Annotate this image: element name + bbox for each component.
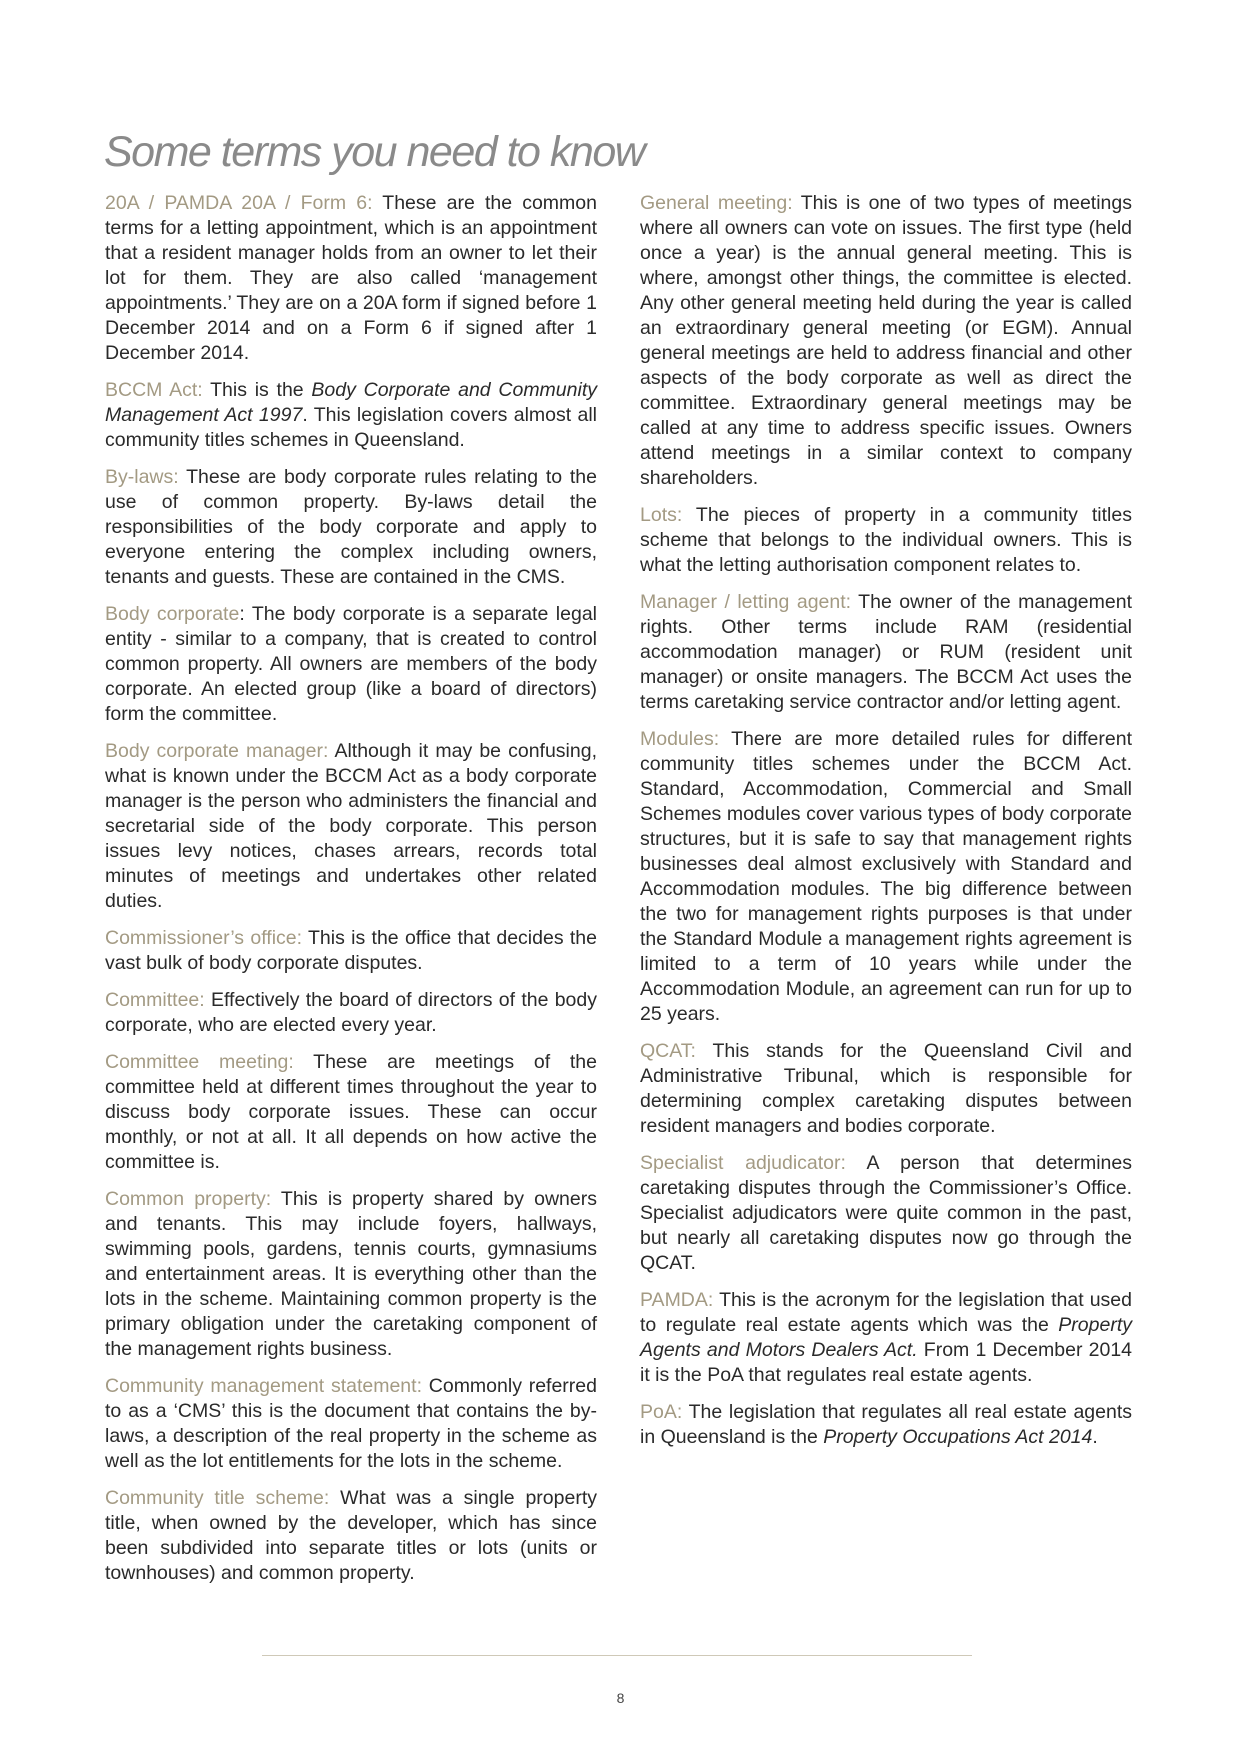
definition-text: Although it may be confusing, what is known under the BCCM Act as a body corporate manager is the person who administers the financial and secretarial side of the body corporate. This person issues levy notices, chases arrears, records total minutes of meetings and undertakes other related duties. (105, 740, 598, 912)
glossary-entry (105, 739, 597, 914)
glossary-entry (105, 602, 597, 727)
footer-divider (262, 1655, 972, 1656)
glossary-term: Committee: (105, 989, 205, 1011)
glossary-entry (105, 191, 597, 366)
glossary-term: Manager / letting agent: (640, 591, 852, 613)
glossary-entry (105, 1050, 597, 1175)
glossary-entry (640, 590, 1132, 715)
definition-text: This is the acronym for the legislation that used to regulate real estate agents which was the (640, 1289, 1132, 1336)
definition-text: A person that determines caretaking disputes through the Commissioner’s Office. Specialist adjudicators were quite common in the past, but nearly all caretaking disputes now go through the QCAT. (640, 1152, 1132, 1274)
page-number: 8 (616, 1690, 625, 1706)
glossary-term: PAMDA: (640, 1289, 714, 1311)
glossary-entry (105, 465, 597, 590)
definition-title-italic: Property Occupations Act 2014 (823, 1426, 1093, 1448)
glossary-term: Commissioner’s office: (105, 927, 303, 949)
definition-text: The legislation that regulates all real estate agents in Queensland is the (640, 1401, 1132, 1448)
definition-text: The owner of the management rights. Other terms include RAM (residential accommodation manager) or RUM (resident unit manager) or onsite managers. The BCCM Act uses the terms caretaking service contractor and/or letting agent. (640, 591, 1132, 713)
page-title: Some terms you need to know (104, 128, 645, 176)
glossary-term: Community management statement: (105, 1375, 422, 1397)
definition-text: The pieces of property in a community titles scheme that belongs to the individual owners. This is what the letting authorisation component relates to. (640, 504, 1132, 576)
definition-text: : The body corporate is a separate legal entity - similar to a company, that is created to control common property. All owners are members of the body corporate. An elected group (like a board of directors) form the committee. (105, 603, 597, 725)
glossary-entry (640, 503, 1132, 578)
right-column (640, 191, 1132, 1462)
glossary-term: BCCM Act: (105, 379, 203, 401)
definition-text: . (1092, 1426, 1098, 1448)
glossary-term: Body corporate manager: (105, 740, 329, 762)
definition-text: This is property shared by owners and tenants. This may include foyers, hallways, swimming pools, gardens, tennis courts, gymnasiums and entertainment areas. It is everything other than the lots in the scheme. Maintaining common property is the primary obligation under the caretaking component of the management rights business. (105, 1188, 597, 1360)
glossary-entry (640, 1151, 1132, 1276)
glossary-term: Specialist adjudicator: (640, 1152, 846, 1174)
glossary-term: Common property: (105, 1188, 272, 1210)
definition-title-italic: Property Agents and Motors Dealers Act. (640, 1314, 1132, 1361)
glossary-term: Committee meeting: (105, 1051, 294, 1073)
glossary-term: 20A / PAMDA 20A / Form 6: (105, 192, 373, 214)
definition-text: This stands for the Queensland Civil and Administrative Tribunal, which is responsible for determining complex caretaking disputes between resident managers and bodies corporate. (640, 1040, 1132, 1137)
glossary-term: PoA: (640, 1401, 683, 1423)
glossary-term: QCAT: (640, 1040, 696, 1062)
glossary-term: Modules: (640, 728, 720, 750)
glossary-entry (105, 926, 597, 976)
glossary-entry (640, 1039, 1132, 1139)
definition-title-italic: Body Corporate and Community Management Act 1997 (105, 379, 597, 426)
glossary-term: General meeting: (640, 192, 793, 214)
definition-text: This is the (202, 379, 312, 401)
definition-text: Effectively the board of directors of the body corporate, who are elected every year. (105, 989, 597, 1036)
definition-text: From 1 December 2014 it is the PoA that regulates real estate agents. (640, 1339, 1133, 1386)
definition-text: This is the office that decides the vast bulk of body corporate disputes. (105, 927, 597, 974)
glossary-entry (640, 191, 1132, 491)
definition-text: . This legislation covers almost all community titles schemes in Queensland. (105, 404, 597, 451)
definition-text: These are the common terms for a letting appointment, which is an appointment that a resident manager holds from an owner to let their lot for them. They are also called ‘management appointments.’ They are on a 20A form if signed before 1 December 2014 and on a Form 6 if signed after 1 December 2014. (105, 192, 597, 364)
definition-text: Commonly referred to as a ‘CMS’ this is the document that contains the by-laws, a description of the real property in the scheme as well as the lot entitlements for the lots in the scheme. (105, 1375, 597, 1472)
glossary-entry (640, 1288, 1132, 1388)
glossary-entry (105, 988, 597, 1038)
glossary-term: By-laws: (105, 466, 179, 488)
glossary-entry (105, 378, 597, 453)
glossary-entry (105, 1486, 597, 1586)
glossary-entry (640, 1400, 1132, 1450)
definition-text: These are body corporate rules relating to the use of common property. By-laws detail the responsibilities of the body corporate and apply to everyone entering the complex including owners, tenants and guests. These are contained in the CMS. (105, 466, 597, 588)
glossary-entry (105, 1187, 597, 1362)
definition-text: This is one of two types of meetings where all owners can vote on issues. The first type (held once a year) is the annual general meeting. This is where, amongst other things, the committee is elected. Any other general meeting held during the year is called an extraordinary general meeting (or EGM). Annual general meetings are held to address financial and other aspects of the body corporate as well as direct the committee. Extraordinary general meetings may be called at any time to address specific issues. Owners attend meetings in a similar context to company shareholders. (640, 192, 1132, 489)
definition-text: What was a single property title, when owned by the developer, which has since been subdivided into separate titles or lots (units or townhouses) and common property. (105, 1487, 597, 1584)
glossary-entry (105, 1374, 597, 1474)
definition-text: There are more detailed rules for different community titles schemes under the BCCM Act. Standard, Accommodation, Commercial and Small Schemes modules cover various types of body corporate structures, but it is safe to say that management rights businesses deal almost exclusively with Standard and Accommodation modules. The big difference between the two for management rights purposes is that under the Standard Module a management rights agreement is limited to a term of 10 years while under the Accommodation Module, an agreement can run for up to 25 years. (640, 728, 1132, 1025)
glossary-term: Community title scheme: (105, 1487, 330, 1509)
glossary-entry (640, 727, 1132, 1027)
glossary-term: Body corporate (105, 603, 240, 625)
glossary-term: Lots: (640, 504, 683, 526)
left-column (105, 191, 597, 1598)
definition-text: These are meetings of the committee held at different times throughout the year to discuss body corporate issues. These can occur monthly, or not at all. It all depends on how active the committee is. (105, 1051, 597, 1173)
